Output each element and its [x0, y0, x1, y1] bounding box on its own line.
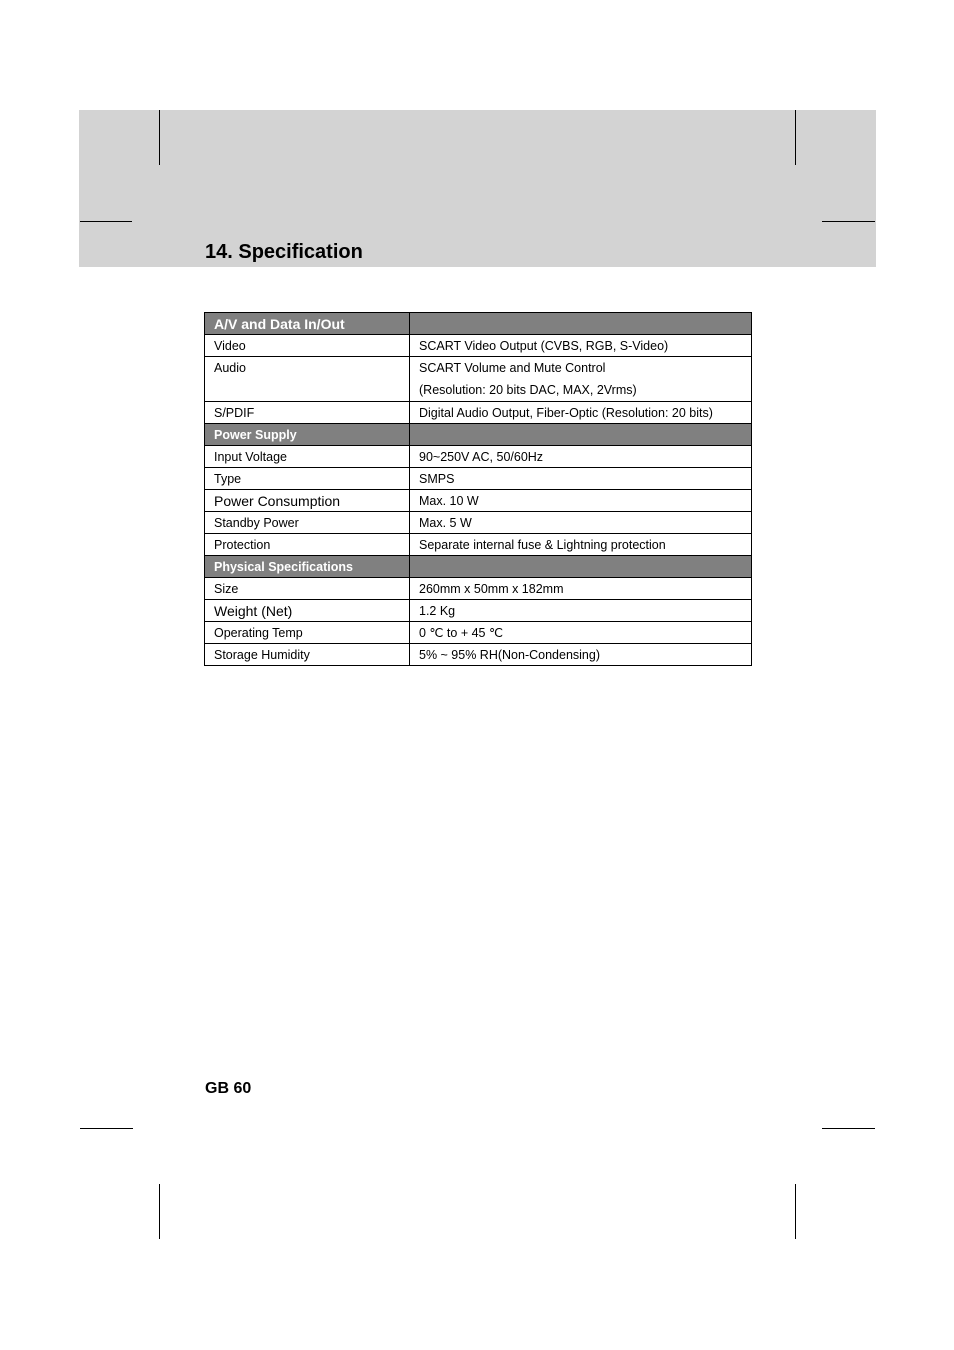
table-row	[205, 578, 752, 600]
spec-value-line: SCART Volume and Mute Control	[419, 361, 606, 375]
header-band	[79, 110, 876, 267]
section-title: A/V and Data In/Out	[205, 313, 410, 335]
section-title: Power Supply	[205, 424, 410, 446]
crop-mark	[795, 110, 796, 165]
spec-label: Video	[205, 335, 410, 357]
crop-mark	[795, 1184, 796, 1239]
spec-label: Storage Humidity	[205, 644, 410, 666]
section-header-av	[205, 313, 752, 335]
section-title: Physical Specifications	[205, 556, 410, 578]
spec-value	[410, 357, 752, 402]
spec-value-line: (Resolution: 20 bits DAC, MAX, 2Vrms)	[419, 383, 637, 397]
crop-mark	[159, 110, 160, 165]
page-number: GB 60	[205, 1080, 252, 1097]
table-row	[205, 512, 752, 534]
spec-label: S/PDIF	[205, 402, 410, 424]
section-header-physical	[205, 556, 752, 578]
table-row	[205, 622, 752, 644]
spec-label: Input Voltage	[205, 446, 410, 468]
table-row	[205, 402, 752, 424]
section-header-power	[205, 424, 752, 446]
spec-label: Protection	[205, 534, 410, 556]
table-row	[205, 446, 752, 468]
spec-label: Standby Power	[205, 512, 410, 534]
specification-table	[204, 312, 752, 666]
crop-mark	[80, 221, 132, 222]
table-row	[205, 600, 752, 622]
spec-value: Max. 10 W	[410, 490, 752, 512]
table-row	[205, 357, 752, 402]
spec-label: Type	[205, 468, 410, 490]
table-row	[205, 644, 752, 666]
table-row	[205, 468, 752, 490]
page-title: 14. Specification	[205, 241, 363, 263]
spec-label: Power Consumption	[205, 490, 410, 512]
crop-mark	[80, 1128, 133, 1129]
spec-value: 90~250V AC, 50/60Hz	[410, 446, 752, 468]
spec-value: SCART Video Output (CVBS, RGB, S-Video)	[410, 335, 752, 357]
spec-value: Digital Audio Output, Fiber-Optic (Resolution: 20 bits)	[410, 402, 752, 424]
table-row	[205, 534, 752, 556]
spec-value: SMPS	[410, 468, 752, 490]
crop-mark	[822, 1128, 875, 1129]
spec-value: 260mm x 50mm x 182mm	[410, 578, 752, 600]
table-row	[205, 490, 752, 512]
spec-label: Operating Temp	[205, 622, 410, 644]
spec-label: Size	[205, 578, 410, 600]
spec-value: 1.2 Kg	[410, 600, 752, 622]
spec-label: Audio	[205, 357, 410, 402]
spec-value: Max. 5 W	[410, 512, 752, 534]
table-row	[205, 335, 752, 357]
spec-value: 0 ℃ to + 45 ℃	[410, 622, 752, 644]
crop-mark	[822, 221, 875, 222]
spec-value: 5% ~ 95% RH(Non-Condensing)	[410, 644, 752, 666]
crop-mark	[159, 1184, 160, 1239]
spec-label: Weight (Net)	[205, 600, 410, 622]
spec-value: Separate internal fuse & Lightning protection	[410, 534, 752, 556]
